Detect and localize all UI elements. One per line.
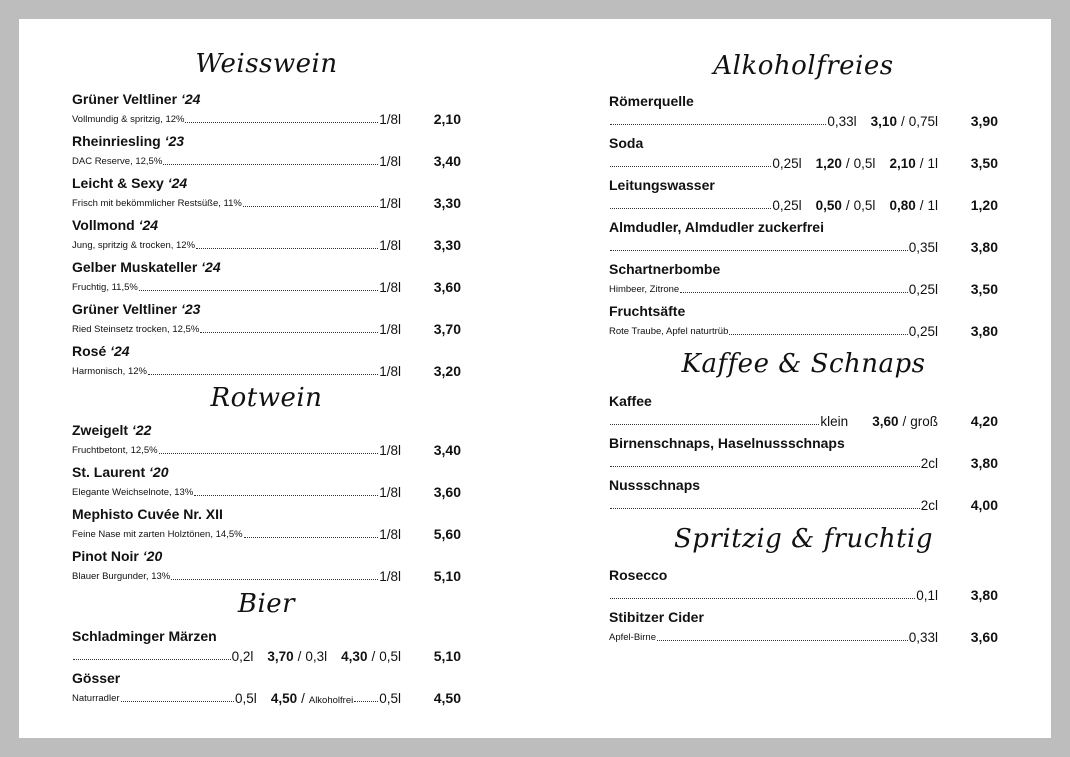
item-description: Jung, spritzig & trocken, 12%	[72, 240, 196, 251]
price: 1,20	[970, 197, 998, 213]
rotwein-heading: Rotwein	[210, 383, 323, 413]
item-name: Schartnerbombe	[609, 261, 721, 277]
menu-item-goesser: Gösser Naturradler 0,5l 4,50 / Alkoholfrei 0,5l 4,50	[72, 670, 461, 706]
item-description: Vollmundig & spritzig, 12%	[72, 114, 185, 125]
item-name: Soda	[609, 135, 644, 151]
weisswein-heading: Weisswein	[195, 49, 338, 79]
item-name: St. Laurent ‘20	[72, 464, 169, 480]
size-label: 1/8l	[379, 238, 401, 253]
size-label: 0,1l	[916, 588, 938, 603]
price: 3,40	[433, 153, 461, 169]
menu-item	[72, 464, 461, 504]
price: 0,50	[815, 198, 842, 213]
price: 3,70	[267, 649, 294, 664]
item-name: Leicht & Sexy ‘24	[72, 175, 188, 191]
item-description: Apfel-Birne	[609, 632, 656, 643]
item-name: Zweigelt ‘22	[72, 422, 152, 438]
price: 3,80	[970, 455, 998, 471]
dot-leader	[610, 208, 771, 209]
item-description: Blauer Burgunder, 13%	[72, 571, 171, 582]
menu-item-fruchtsaefte	[609, 303, 998, 343]
size-label: 1/8l	[379, 443, 401, 458]
item-name: Gelber Muskateller ‘24	[72, 259, 221, 275]
item-description: Feine Nase mit zarten Holztönen, 14,5%	[72, 529, 243, 540]
size-label: 0,2l	[231, 649, 254, 664]
menu-item	[72, 343, 461, 383]
item-year: ‘20	[149, 464, 169, 480]
item-name: Grüner Veltliner ‘24	[72, 91, 201, 107]
menu-item-leitungswasser: Leitungswasser 0,25l 0,50 / 0,5l 0,80 / 1l 1,20	[609, 177, 998, 213]
item-description: Ried Steinsetz trocken, 12,5%	[72, 324, 200, 335]
item-year: ‘23	[180, 301, 201, 317]
item-description: Rote Traube, Apfel naturtrüb	[609, 326, 729, 337]
price: 2,10	[889, 156, 916, 171]
spritzig-heading: Spritzig & fruchtig	[674, 524, 933, 554]
item-name: Mephisto Cuvée Nr. XII	[72, 506, 223, 522]
size-label: 0,35l	[908, 240, 938, 255]
price: 3,70	[433, 321, 461, 337]
dot-leader	[171, 579, 378, 580]
item-description: DAC Reserve, 12,5%	[72, 156, 163, 167]
price: 3,60	[433, 279, 461, 295]
price: 5,10	[433, 648, 461, 664]
price: 3,60	[872, 414, 899, 429]
dot-leader	[610, 124, 826, 125]
item-description: Harmonisch, 12%	[72, 366, 147, 377]
menu-item	[72, 217, 461, 257]
price: 3,60	[433, 484, 461, 500]
alkoholfreies-heading: Alkoholfreies	[713, 51, 894, 81]
price: 3,60	[970, 629, 998, 645]
item-name: Schladminger Märzen	[72, 628, 217, 644]
price: 3,50	[970, 155, 998, 171]
dot-leader	[243, 206, 378, 207]
item-year: ‘22	[131, 422, 152, 438]
price: 5,60	[433, 526, 461, 542]
item-name: Birnenschnaps, Haselnussschnaps	[609, 435, 845, 451]
dot-leader	[200, 332, 378, 333]
menu-item	[72, 259, 461, 299]
menu-item-kaffee: Kaffee klein 3,60 / groß 4,20	[609, 393, 998, 429]
price: 3,40	[433, 442, 461, 458]
size-label: groß	[910, 414, 938, 429]
price: 3,10	[870, 114, 897, 129]
kaffee-schnaps-heading: Kaffee & Schnaps	[681, 349, 926, 379]
price: 4,50	[270, 691, 298, 706]
size-label: 1/8l	[379, 485, 401, 500]
menu-item-schartnerbombe	[609, 261, 998, 301]
item-description: Fruchtbetont, 12,5%	[72, 445, 158, 456]
menu-item	[72, 133, 461, 173]
dot-leader	[163, 164, 378, 165]
size-label: 0,5l	[853, 156, 876, 171]
dot-leader	[121, 701, 235, 702]
size-label: 1/8l	[379, 364, 401, 379]
item-name: Fruchtsäfte	[609, 303, 686, 319]
size-label: 0,25l	[772, 156, 802, 171]
item-name: Stibitzer Cider	[609, 609, 704, 625]
item-description: Elegante Weichselnote, 13%	[72, 487, 194, 498]
menu-item-nussschnaps	[609, 477, 998, 517]
menu-item	[72, 422, 461, 462]
dot-leader	[610, 466, 920, 467]
size-label: 0,25l	[908, 282, 938, 297]
size-label: 0,3l	[305, 649, 328, 664]
dot-leader	[73, 659, 231, 660]
item-name: Römerquelle	[609, 93, 694, 109]
dot-leader	[139, 290, 378, 291]
item-year: ‘23	[164, 133, 185, 149]
size-label: 0,25l	[908, 324, 938, 339]
size-label: 1/8l	[379, 112, 401, 127]
item-year: ‘24	[201, 259, 221, 275]
price: 0,80	[889, 198, 916, 213]
price: 3,20	[433, 363, 461, 379]
dot-leader	[680, 292, 907, 293]
item-name: Rheinriesling ‘23	[72, 133, 185, 149]
dot-leader	[354, 701, 378, 702]
size-label: 1l	[927, 156, 938, 171]
price: 1,20	[815, 156, 842, 171]
size-label: 0,25l	[772, 198, 802, 213]
price: 3,90	[970, 113, 998, 129]
dot-leader	[657, 640, 908, 641]
dot-leader	[244, 537, 379, 538]
menu-item	[72, 301, 461, 341]
price: 3,50	[970, 281, 998, 297]
item-name: Leitungswasser	[609, 177, 715, 193]
price: 4,30	[341, 649, 368, 664]
menu-item-roemerquelle: Römerquelle 0,33l 3,10 / 0,75l 3,90	[609, 93, 998, 129]
dot-leader	[194, 495, 378, 496]
price: 5,10	[433, 568, 461, 584]
price: 3,30	[433, 237, 461, 253]
menu-item	[72, 91, 461, 131]
price: 3,80	[970, 239, 998, 255]
dot-leader	[148, 374, 378, 375]
dot-leader	[610, 424, 819, 425]
menu-item-soda: Soda 0,25l 1,20 / 0,5l 2,10 / 1l 3,50	[609, 135, 998, 171]
item-description: Himbeer, Zitrone	[609, 284, 680, 295]
menu-item-rosecco	[609, 567, 998, 607]
menu-item-cider	[609, 609, 998, 649]
size-label: 0,5l	[235, 691, 257, 706]
size-label: 1/8l	[379, 196, 401, 211]
dot-leader	[159, 453, 379, 454]
price: 3,30	[433, 195, 461, 211]
menu-item	[72, 506, 461, 546]
item-year: ‘24	[167, 175, 188, 191]
dot-leader	[610, 250, 908, 251]
menu-item-almdudler	[609, 219, 998, 259]
size-label: 1l	[927, 198, 938, 213]
item-description: Frisch mit bekömmlicher Restsüße, 11%	[72, 198, 242, 209]
menu-item-birnenschnaps	[609, 435, 998, 475]
size-label: 1/8l	[379, 154, 401, 169]
item-name: Pinot Noir ‘20	[72, 548, 163, 564]
size-label: 0,33l	[827, 114, 857, 129]
menu-item	[72, 548, 461, 588]
item-year: ‘24	[180, 91, 201, 107]
price: 4,50	[433, 690, 461, 706]
size-label: 0,75l	[908, 114, 938, 129]
item-name: Gösser	[72, 670, 121, 686]
size-label: 0,33l	[908, 630, 938, 645]
item-year: ‘24	[138, 217, 159, 233]
size-label: 1/8l	[379, 280, 401, 295]
size-label: 1/8l	[379, 569, 401, 584]
size-label: 1/8l	[379, 322, 401, 337]
item-description: Fruchtig, 11,5%	[72, 282, 138, 293]
price: 3,80	[970, 323, 998, 339]
size-label: 0,5l	[853, 198, 876, 213]
price: 3,80	[970, 587, 998, 603]
item-name: Kaffee	[609, 393, 652, 409]
item-description: Naturradler	[72, 693, 120, 704]
price: 2,10	[433, 111, 461, 127]
dot-leader	[185, 122, 378, 123]
dot-leader	[610, 166, 771, 167]
menu-item	[72, 175, 461, 215]
size-label: 2cl	[920, 456, 938, 471]
dot-leader	[610, 598, 915, 599]
size-label: 1/8l	[379, 527, 401, 542]
menu-item-schladminger: Schladminger Märzen 0,2l 3,70 / 0,3l 4,30 / 0,5l 5,10	[72, 628, 461, 664]
dot-leader	[610, 508, 920, 509]
item-year: ‘20	[142, 548, 163, 564]
item-name: Grüner Veltliner ‘23	[72, 301, 201, 317]
price: 4,20	[970, 413, 998, 429]
price: 4,00	[970, 497, 998, 513]
size-label: 2cl	[920, 498, 938, 513]
item-year: ‘24	[110, 343, 130, 359]
item-name: Nussschnaps	[609, 477, 701, 493]
bier-heading: Bier	[237, 589, 296, 619]
item-name: Vollmond ‘24	[72, 217, 159, 233]
menu-sheet	[19, 19, 1051, 738]
item-name: Rosecco	[609, 567, 668, 583]
size-label: klein	[820, 414, 849, 429]
size-label: 0,5l	[379, 691, 401, 706]
dot-leader	[196, 248, 378, 249]
item-description: Alkoholfrei	[308, 695, 354, 706]
item-name: Rosé ‘24	[72, 343, 130, 359]
size-label: 0,5l	[379, 649, 401, 664]
item-name: Almdudler, Almdudler zuckerfrei	[609, 219, 824, 235]
dot-leader	[729, 334, 907, 335]
